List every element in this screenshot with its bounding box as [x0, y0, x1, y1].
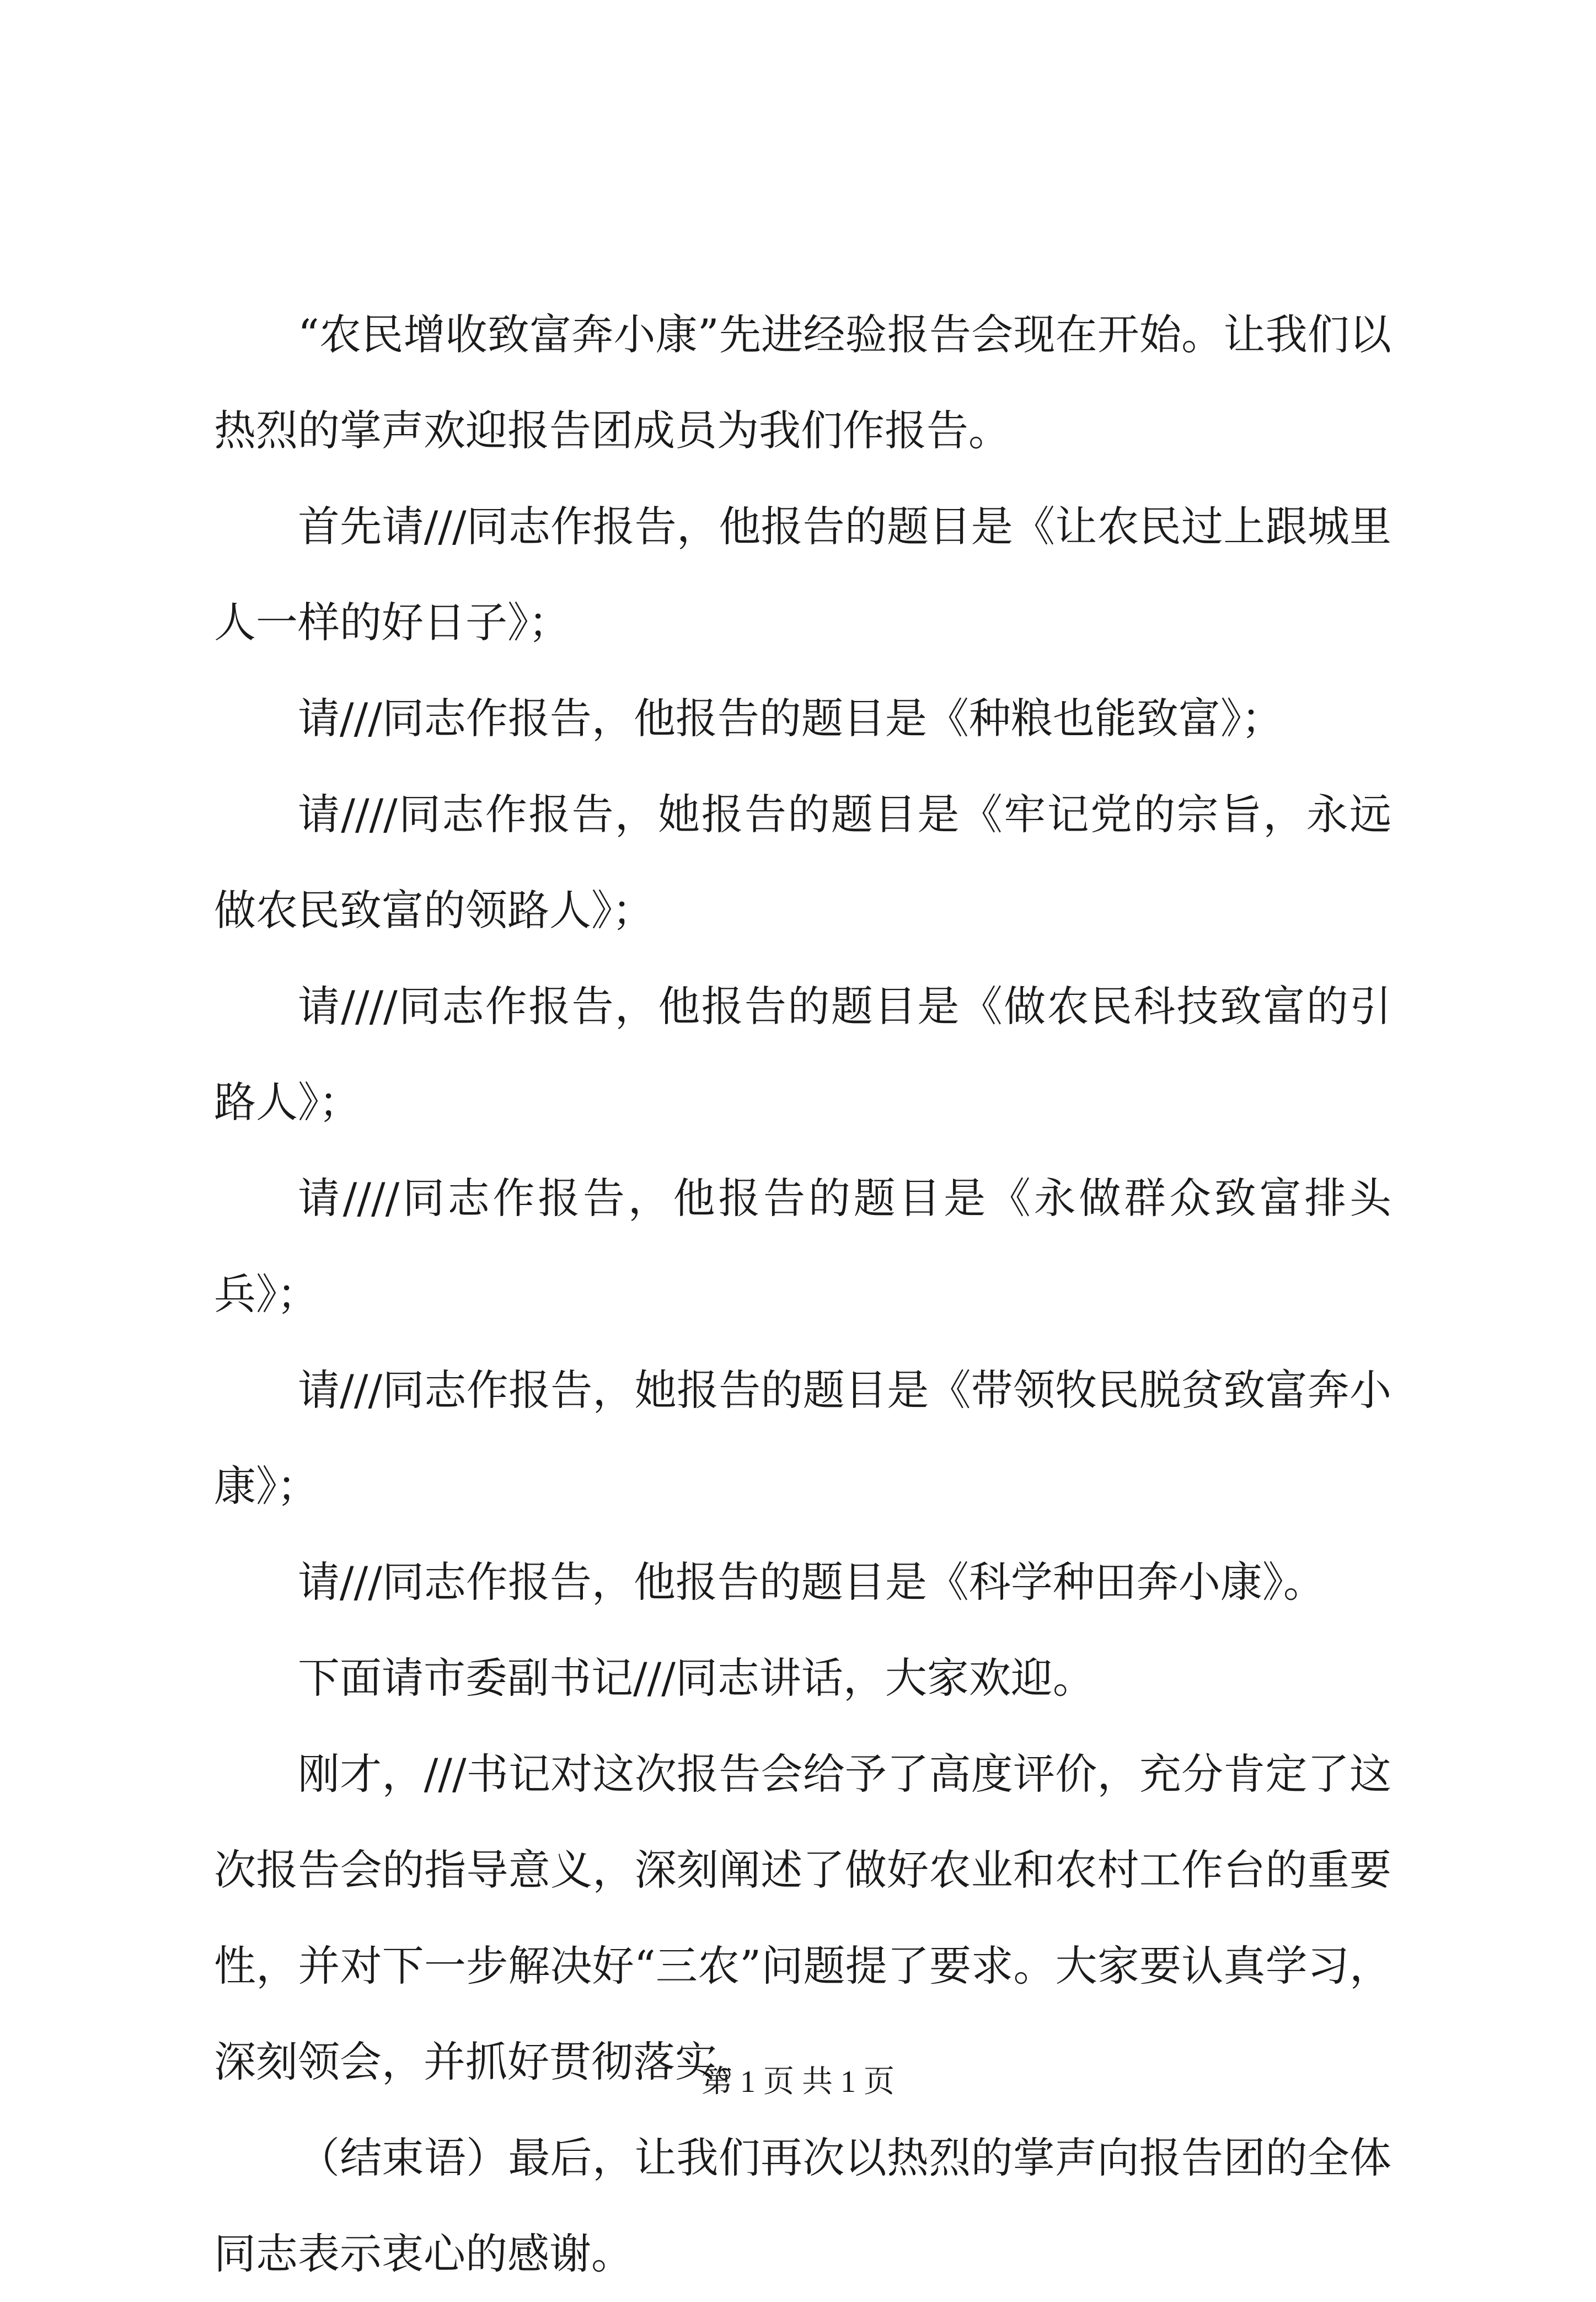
page-footer: 第 1 页 共 1 页 — [701, 2065, 895, 2099]
paragraph-report-5: 请////同志作报告，他报告的题目是《永做群众致富排头兵》； — [214, 1174, 1391, 1319]
paragraph-report-3: 请////同志作报告，她报告的题目是《牢记党的宗旨，永远做农民致富的领路人》； — [214, 790, 1391, 935]
paragraph-report-7: 请///同志作报告，他报告的题目是《科学种田奔小康》。 — [298, 1557, 1325, 1607]
paragraph-closing: （结束语）最后，让我们再次以热烈的掌声向报告团的全体同志表示衷心的感谢。 — [214, 2133, 1391, 2278]
paragraph-speech-intro: 下面请市委副书记///同志讲话，大家欢迎。 — [298, 1653, 1095, 1703]
paragraph-report-2: 请///同志作报告，他报告的题目是《种粮也能致富》； — [298, 694, 1283, 743]
paragraph-summary: 刚才，///书记对这次报告会给予了高度评价，充分肯定了这次报告会的指导意义，深刻阐述了做好农业和农村工作台的重要性，并对下一步解决好“三农”问题提了要求。大家要认真学习，深刻领会，并抓好贯彻落实。 — [214, 1749, 1391, 2086]
paragraph-report-4: 请////同志作报告，他报告的题目是《做农民科技致富的引路人》； — [214, 982, 1391, 1127]
paragraph-report-6: 请///同志作报告，她报告的题目是《带领牧民脱贫致富奔小康》； — [214, 1366, 1391, 1511]
paragraph-report-1: 首先请///同志作报告，他报告的题目是《让农民过上跟城里人一样的好日子》； — [214, 502, 1391, 647]
paragraph-opening: “农民增收致富奔小康”先进经验报告会现在开始。让我们以热烈的掌声欢迎报告团成员为我们作报告。 — [214, 310, 1391, 455]
document-body — [214, 287, 1391, 2302]
